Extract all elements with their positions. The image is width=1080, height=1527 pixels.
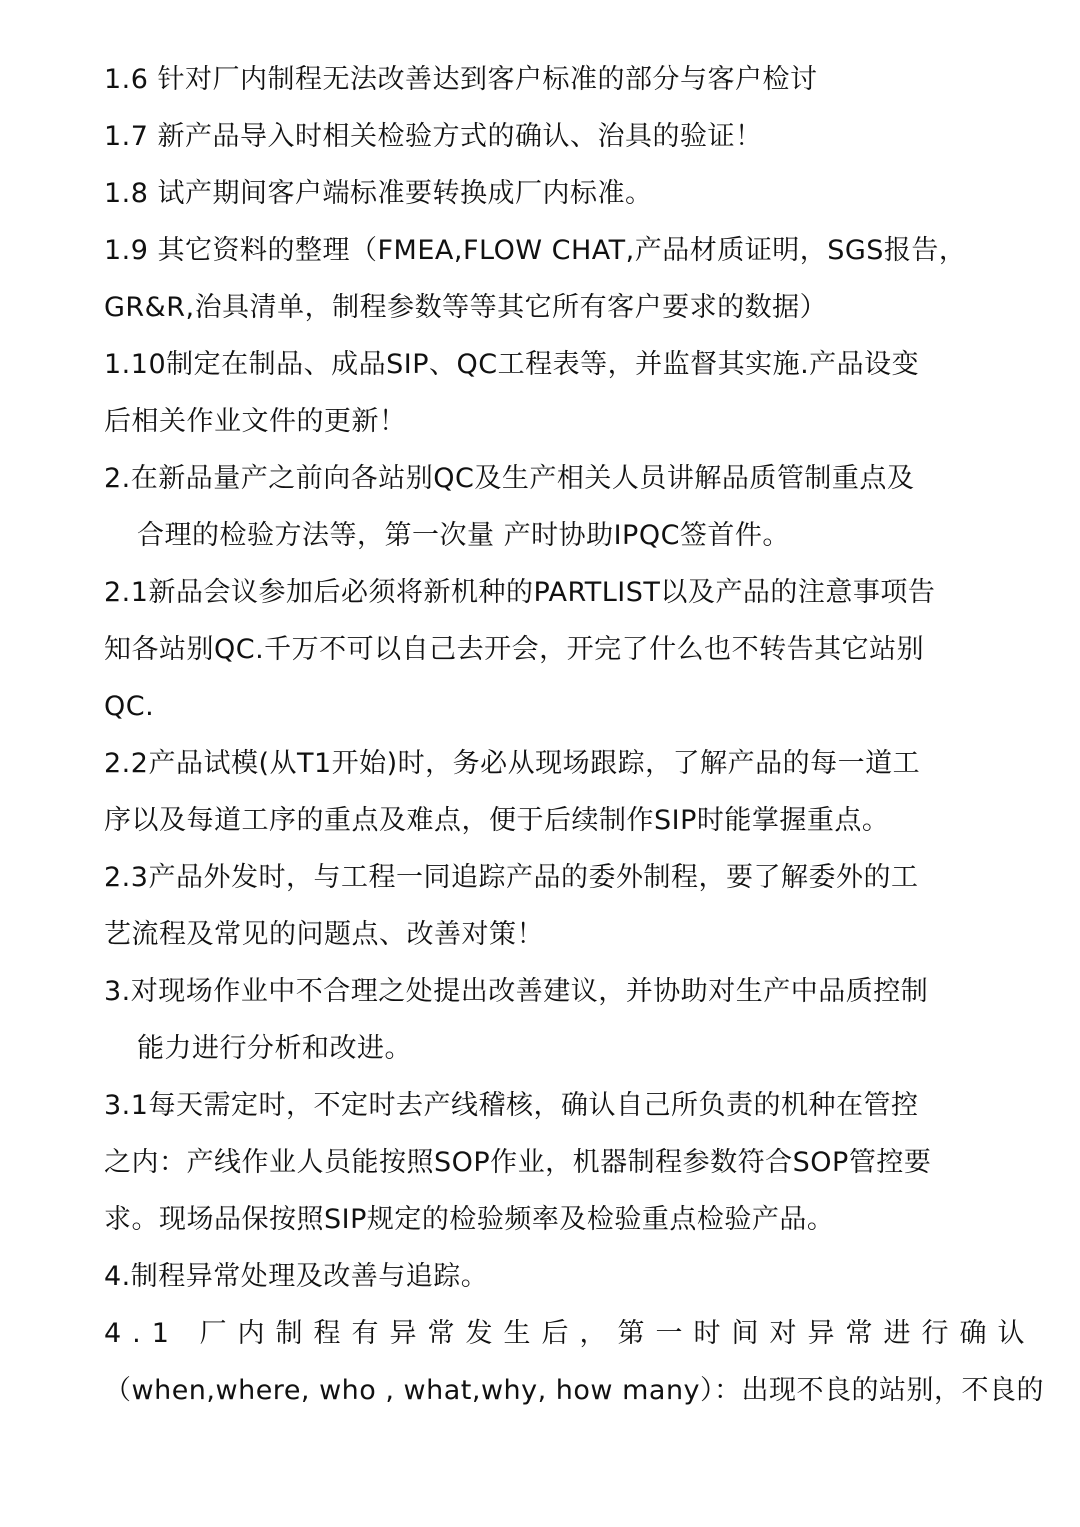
text-line-2-3-cont: 艺流程及常见的问题点、改善对策！ <box>104 919 544 950</box>
text-line-3-1-cont: 之内：产线作业人员能按照SOP作业，机器制程参数符合SOP管控要 <box>104 1147 932 1178</box>
text-line-1-6: 1.6 针对厂内制程无法改善达到客户标准的部分与客户检讨 <box>104 64 818 95</box>
text-line-4: 4.制程异常处理及改善与追踪。 <box>104 1261 489 1292</box>
text-line-2-1: 2.1新品会议参加后必须将新机种的PARTLIST以及产品的注意事项告 <box>104 577 936 608</box>
text-line-1-9-cont: GR&R,治具清单，制程参数等等其它所有客户要求的数据） <box>104 292 828 323</box>
text-line-2-1-cont: 知各站别QC.千万不可以自己去开会，开完了什么也不转告其它站别 <box>104 634 925 665</box>
text-line-2-cont: 合理的检验方法等，第一次量 产时协助IPQC签首件。 <box>137 520 790 551</box>
text-line-3: 3.对现场作业中不合理之处提出改善建议，并协助对生产中品质控制 <box>104 976 929 1007</box>
text-line-1-7: 1.7 新产品导入时相关检验方式的确认、治具的验证！ <box>104 121 763 152</box>
text-line-4-1-cont: （when,where, who , what,why, how many）：出现不良的站别，不良的 <box>104 1375 1045 1406</box>
text-line-4-1: 4.1 厂内制程有异常发生后，第一时间对异常进行确认 <box>104 1318 1036 1349</box>
text-line-2-2: 2.2产品试模(从T1开始)时，务必从现场跟踪，了解产品的每一道工 <box>104 748 921 779</box>
text-line-2-3: 2.3产品外发时，与工程一同追踪产品的委外制程，要了解委外的工 <box>104 862 919 893</box>
text-line-1-9: 1.9 其它资料的整理（FMEA,FLOW CHAT,产品材质证明，SGS报告， <box>104 235 967 266</box>
text-line-1-10-cont: 后相关作业文件的更新！ <box>104 406 407 437</box>
text-line-1-10: 1.10制定在制品、成品SIP、QC工程表等，并监督其实施.产品设变 <box>104 349 920 380</box>
text-line-2: 2.在新品量产之前向各站别QC及生产相关人员讲解品质管制重点及 <box>104 463 915 494</box>
text-line-3-1-end: 求。现场品保按照SIP规定的检验频率及检验重点检验产品。 <box>104 1204 835 1235</box>
text-line-3-1: 3.1每天需定时，不定时去产线稽核，确认自己所负责的机种在管控 <box>104 1090 919 1121</box>
text-line-3-cont: 能力进行分析和改进。 <box>137 1033 412 1064</box>
text-line-2-1-end: QC. <box>104 691 155 722</box>
text-line-2-2-cont: 序以及每道工序的重点及难点，便于后续制作SIP时能掌握重点。 <box>104 805 890 836</box>
text-line-1-8: 1.8 试产期间客户端标准要转换成厂内标准。 <box>104 178 653 209</box>
